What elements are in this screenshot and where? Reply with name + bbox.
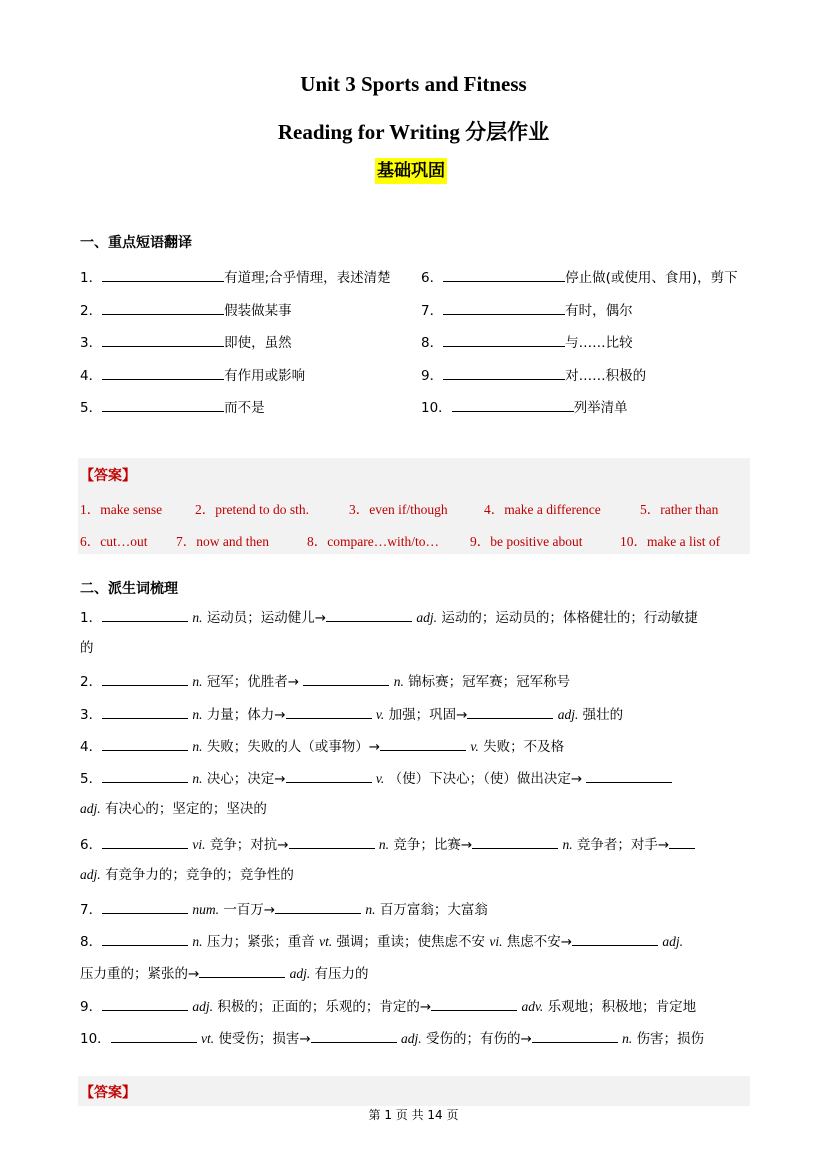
part-of-speech: adj. (80, 801, 101, 816)
definition-text: 运动员；运动健儿→ (206, 610, 327, 626)
definition-text: （使）下决心；（使）做出决定→ (388, 771, 583, 787)
answer-blank[interactable] (102, 331, 224, 347)
answer-blank[interactable] (443, 364, 565, 380)
level-badge: 基础巩固 (375, 158, 447, 184)
item-number: 5． (80, 400, 103, 416)
part-of-speech: v. (375, 707, 385, 722)
definition-text: 焦虑不安→ (506, 934, 573, 950)
item-number: 7． (80, 902, 103, 918)
answer-blank[interactable] (586, 767, 672, 783)
part-of-speech: n. (192, 934, 203, 949)
item-number: 4． (80, 368, 103, 384)
answer-blank[interactable] (102, 299, 224, 315)
derivative-item-6-cont (80, 865, 294, 885)
phrase-item-7 (421, 299, 633, 321)
part-of-speech: n. (393, 674, 404, 689)
answer-blank[interactable] (431, 995, 517, 1011)
answer-blank[interactable] (380, 735, 466, 751)
phrase-meaning: 与……比较 (565, 335, 633, 351)
part-of-speech: vt. (200, 1031, 215, 1046)
answer-blank[interactable] (111, 1027, 197, 1043)
definition-text: 乐观地；积极地；肯定地 (547, 999, 697, 1015)
part-of-speech: v. (470, 739, 479, 754)
part-of-speech: adv. (521, 999, 544, 1014)
derivative-item-1 (80, 606, 698, 628)
answer-blank[interactable] (443, 266, 565, 282)
page-title: Unit 3 Sports and Fitness (300, 72, 527, 96)
answer-blank[interactable] (102, 833, 188, 849)
definition-text: 一百万→ (223, 902, 276, 918)
answer-blank[interactable] (102, 266, 224, 282)
definition-text: 强调；重读；使焦虑不安 (336, 934, 486, 950)
item-number: 3． (80, 707, 103, 723)
answer-blank[interactable] (102, 670, 188, 686)
phrase-meaning: 即使，虽然 (224, 335, 292, 351)
item-number: 10． (80, 1031, 111, 1047)
answer-item: 8．compare…with/to… (307, 534, 439, 549)
definition-text: 失败；不及格 (483, 739, 565, 755)
part-of-speech: n. (365, 902, 376, 917)
derivative-item-3 (80, 703, 623, 725)
part-of-speech: adj. (662, 934, 683, 949)
item-number: 6． (421, 270, 444, 286)
answer-blank[interactable] (102, 898, 188, 914)
derivative-item-8 (80, 930, 683, 952)
item-number: 1． (80, 610, 103, 626)
answer-blank[interactable] (102, 930, 188, 946)
phrase-item-2 (80, 299, 292, 321)
phrase-item-1 (80, 266, 391, 288)
part-of-speech: n. (192, 771, 203, 786)
item-number: 8． (80, 934, 103, 950)
answer-blank[interactable] (289, 833, 375, 849)
part-of-speech: num. (192, 902, 220, 917)
definition-text: 竞争者；对手→ (576, 837, 670, 853)
phrase-meaning: 有道理;合乎情理，表述清楚 (224, 270, 391, 286)
definition-text: 有决心的；坚定的；坚决的 (104, 801, 267, 817)
answer-blank[interactable] (452, 396, 574, 412)
definition-text: 加强；巩固→ (388, 707, 468, 723)
definition-text: 竞争；对抗→ (209, 837, 289, 853)
derivative-item-5-cont (80, 799, 267, 819)
part-of-speech: vi. (489, 934, 503, 949)
part-of-speech: adj. (289, 966, 311, 981)
item-number: 2． (80, 674, 103, 690)
answer-blank[interactable] (443, 331, 565, 347)
answer-item: 3．even if/though (349, 502, 448, 517)
answer-item: 10．make a list of (620, 534, 721, 549)
page-subtitle: Reading for Writing 分层作业 (277, 120, 550, 144)
answer-blank[interactable] (286, 703, 372, 719)
item-number: 2． (80, 303, 103, 319)
item-number: 10． (421, 400, 452, 416)
item-number: 4． (80, 739, 103, 755)
phrase-item-5 (80, 396, 265, 418)
item-number: 9． (80, 999, 103, 1015)
derivative-item-7 (80, 898, 488, 920)
answer-item: 4．make a difference (484, 502, 601, 517)
answer-item: 9．be positive about (470, 534, 583, 549)
answer-blank[interactable] (102, 703, 188, 719)
answer-item: 1．make sense (80, 502, 163, 517)
item-number: 1． (80, 270, 103, 286)
answer-blank[interactable] (102, 364, 224, 380)
answer-blank[interactable] (102, 767, 188, 783)
answer-blank[interactable] (669, 833, 695, 849)
part-of-speech: n. (192, 739, 203, 754)
page-footer: 第 1 页 共 14 页 (368, 1108, 459, 1122)
answer-blank[interactable] (102, 995, 188, 1011)
answer-item: 7．now and then (176, 534, 269, 549)
part-of-speech: adj. (192, 999, 214, 1014)
definition-text: 失败；失败的人（或事物）→ (206, 739, 381, 755)
phrase-meaning: 停止做(或使用、食用)，剪下 (565, 270, 738, 286)
derivative-item-1-cont: 的 (80, 640, 94, 656)
definition-text: 使受伤；损害→ (218, 1031, 311, 1047)
phrase-item-10 (421, 396, 628, 418)
answer-blank[interactable] (102, 735, 188, 751)
answer-blank[interactable] (572, 930, 658, 946)
definition-text: 力量；体力→ (206, 707, 286, 723)
derivative-item-5 (80, 767, 672, 789)
answer-blank[interactable] (102, 606, 188, 622)
answer-blank[interactable] (102, 396, 224, 412)
item-number: 5． (80, 771, 103, 787)
part-of-speech: n. (378, 837, 390, 852)
item-number: 9． (421, 368, 444, 384)
definition-text: 受伤的；有伤的→ (425, 1031, 532, 1047)
part-of-speech: vi. (192, 837, 206, 852)
phrase-meaning: 有时，偶尔 (565, 303, 633, 319)
answer-item: 5．rather than (640, 502, 719, 517)
item-number: 7． (421, 303, 444, 319)
derivative-item-6 (80, 833, 695, 855)
part-of-speech: n. (562, 837, 573, 852)
part-of-speech: n. (192, 707, 203, 722)
phrase-item-3 (80, 331, 292, 353)
phrase-meaning: 列举清单 (573, 400, 628, 416)
phrase-item-4 (80, 364, 305, 386)
answer-blank[interactable] (472, 833, 558, 849)
answer-blank[interactable] (311, 1027, 397, 1043)
answer-item: 2．pretend to do sth. (195, 502, 309, 517)
phrase-meaning: 而不是 (224, 400, 265, 416)
definition-text: 百万富翁；大富翁 (379, 902, 488, 918)
answer-blank[interactable] (326, 606, 412, 622)
part-of-speech: adj. (557, 707, 579, 722)
derivative-item-8-cont (80, 962, 369, 984)
phrase-meaning: 对……积极的 (565, 368, 647, 384)
answer-box-2 (78, 1076, 750, 1106)
part-of-speech: adj. (401, 1031, 422, 1046)
definition-text: 锦标赛；冠军赛；冠军称号 (408, 674, 571, 690)
definition-text: 有竞争力的；竞争的；竞争性的 (104, 867, 294, 883)
phrase-item-9 (421, 364, 646, 386)
definition-text: 有压力的 (314, 966, 369, 982)
phrase-meaning: 假装做某事 (224, 303, 292, 319)
answer-blank[interactable] (199, 962, 285, 978)
answer-label: 【答案】 (80, 1085, 136, 1101)
answer-blank[interactable] (467, 703, 553, 719)
item-number: 3． (80, 335, 103, 351)
phrase-item-8 (421, 331, 633, 353)
phrase-meaning: 有作用或影响 (224, 368, 306, 384)
answer-blank[interactable] (286, 767, 372, 783)
answer-item: 6．cut…out (80, 534, 148, 549)
answer-blank[interactable] (303, 670, 389, 686)
definition-text: 决心；决定→ (206, 771, 286, 787)
part-of-speech: n. (192, 610, 203, 625)
derivative-item-4 (80, 735, 564, 757)
definition-text: 运动的；运动员的；体格健壮的；行动敏捷 (441, 610, 698, 626)
part-of-speech: vt. (319, 934, 333, 949)
definition-text: 伤害；损伤 (636, 1031, 704, 1047)
definition-text: 冠军；优胜者→ (206, 674, 300, 690)
derivative-item-10 (80, 1027, 704, 1049)
definition-text: 压力；紧张；重音 (206, 934, 315, 950)
item-number: 8． (421, 335, 444, 351)
item-number: 6． (80, 837, 103, 853)
derivative-item-2 (80, 670, 570, 692)
part-of-speech: adj. (80, 867, 101, 882)
answer-blank[interactable] (443, 299, 565, 315)
definition-text: 压力重的；紧张的→ (80, 966, 200, 982)
definition-text: 积极的；正面的；乐观的；肯定的→ (217, 999, 432, 1015)
section1-heading: 一、重点短语翻译 (80, 235, 192, 251)
answer-blank[interactable] (275, 898, 361, 914)
definition-text: 强壮的 (582, 707, 624, 723)
part-of-speech: v. (375, 771, 385, 786)
section2-heading: 二、派生词梳理 (80, 581, 178, 597)
answer-label: 【答案】 (80, 468, 136, 484)
phrase-item-6 (421, 266, 738, 288)
part-of-speech: n. (192, 674, 203, 689)
answer-blank[interactable] (532, 1027, 618, 1043)
derivative-item-9 (80, 995, 696, 1017)
part-of-speech: adj. (416, 610, 438, 625)
definition-text: 竞争；比赛→ (393, 837, 473, 853)
part-of-speech: n. (622, 1031, 633, 1046)
